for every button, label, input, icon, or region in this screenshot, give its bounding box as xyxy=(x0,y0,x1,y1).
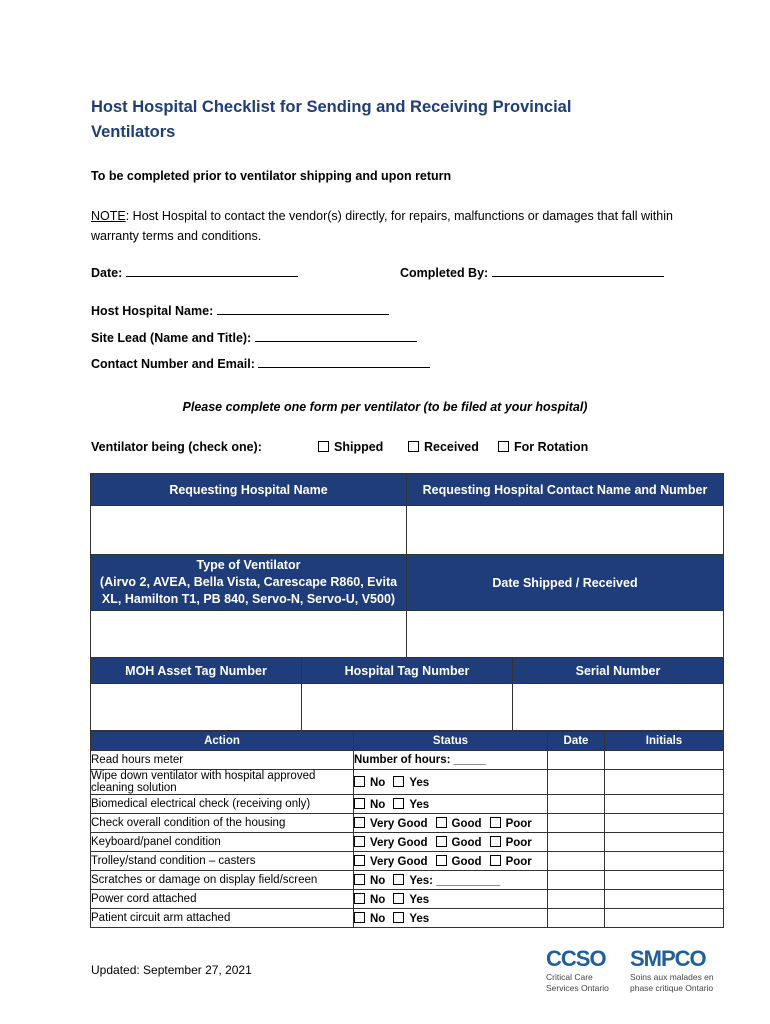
host-hospital-label: Host Hospital Name: xyxy=(91,304,214,318)
action-cell: Biomedical electrical check (receiving only) xyxy=(91,795,354,814)
checkbox-icon[interactable] xyxy=(354,776,365,787)
checkbox-icon[interactable] xyxy=(354,912,365,923)
table-row xyxy=(91,751,724,770)
initials-cell[interactable] xyxy=(605,890,724,909)
site-lead-field[interactable] xyxy=(91,329,417,345)
moh-tag-cell[interactable] xyxy=(91,684,302,731)
shipped-checkbox[interactable]: Shipped xyxy=(318,440,383,454)
action-cell: Trolley/stand condition – casters xyxy=(91,852,354,871)
date-cell[interactable] xyxy=(548,833,605,852)
status-option[interactable] xyxy=(354,837,428,849)
status-option[interactable] xyxy=(354,894,385,906)
received-checkbox[interactable]: Received xyxy=(408,440,479,454)
date-cell[interactable] xyxy=(548,751,605,770)
checkbox-icon[interactable] xyxy=(393,776,404,787)
checkbox-icon[interactable] xyxy=(393,893,404,904)
status-cell[interactable] xyxy=(354,814,548,833)
date-shipped-cell[interactable] xyxy=(407,611,724,658)
completed-by-line[interactable] xyxy=(492,264,664,277)
option-label: Good xyxy=(451,817,482,830)
checkbox-icon[interactable] xyxy=(354,817,365,828)
date-cell[interactable] xyxy=(548,890,605,909)
option-label: Yes xyxy=(409,893,430,906)
table-row xyxy=(91,833,724,852)
tag-table xyxy=(90,657,724,731)
action-table xyxy=(90,731,724,928)
initials-cell[interactable] xyxy=(605,770,724,795)
date-header: Date xyxy=(548,732,605,751)
initials-cell[interactable] xyxy=(605,909,724,928)
checkbox-icon[interactable] xyxy=(393,912,404,923)
completed-by-field[interactable] xyxy=(400,264,664,280)
action-cell: Wipe down ventilator with hospital approved cleaning solution xyxy=(91,770,354,795)
type-header: Type of Ventilator (Airvo 2, AVEA, Bella Vista, Carescape R860, Evita XL, Hamilton T1, PB 840, Servo-N, Servo-U, V500) xyxy=(91,555,407,611)
option-label: Poor xyxy=(505,836,532,849)
checkbox-icon[interactable] xyxy=(354,874,365,885)
note-text: : Host Hospital to contact the vendor(s) directly, for repairs, malfunctions or damages that fall within warranty terms and conditions. xyxy=(91,209,673,243)
action-cell: Patient circuit arm attached xyxy=(91,909,354,928)
instruction: Please complete one form per ventilator (to be filed at your hospital) xyxy=(182,400,588,414)
action-cell: Scratches or damage on display field/screen xyxy=(91,871,354,890)
status-option[interactable] xyxy=(393,875,500,887)
option-label: Very Good xyxy=(370,817,428,830)
status-option[interactable] xyxy=(436,856,482,868)
subtitle: To be completed prior to ventilator shipping and upon return xyxy=(91,169,452,183)
initials-cell[interactable] xyxy=(605,751,724,770)
checkbox-icon[interactable] xyxy=(436,836,447,847)
date-field[interactable] xyxy=(91,264,298,280)
requesting-hospital-header: Requesting Hospital Name xyxy=(91,474,407,506)
date-cell[interactable] xyxy=(548,814,605,833)
status-option[interactable] xyxy=(490,856,532,868)
ccso-logo-text: CCSO xyxy=(546,946,606,971)
hospital-tag-cell[interactable] xyxy=(302,684,513,731)
status-cell[interactable] xyxy=(354,852,548,871)
checkbox-icon[interactable] xyxy=(318,441,329,452)
table-row xyxy=(91,852,724,871)
status-option[interactable] xyxy=(393,777,429,789)
host-hospital-line[interactable] xyxy=(217,302,389,315)
status-option[interactable] xyxy=(354,856,428,868)
checkbox-icon[interactable] xyxy=(498,441,509,452)
table-row xyxy=(91,770,724,795)
checkbox-icon[interactable] xyxy=(490,817,501,828)
table-row xyxy=(91,871,724,890)
smpco-logo xyxy=(630,946,714,994)
action-cell: Keyboard/panel condition xyxy=(91,833,354,852)
checkbox-icon[interactable] xyxy=(354,855,365,866)
status-cell[interactable] xyxy=(354,871,548,890)
action-cell: Read hours meter xyxy=(91,751,354,770)
rotation-checkbox[interactable]: For Rotation xyxy=(498,440,588,454)
checkbox-icon[interactable] xyxy=(490,855,501,866)
date-cell[interactable] xyxy=(548,871,605,890)
status-option[interactable] xyxy=(393,799,429,811)
note xyxy=(91,206,691,246)
smpco-logo-text: SMPCO xyxy=(630,946,706,971)
footer-updated: Updated: September 27, 2021 xyxy=(91,963,252,977)
option-label: Yes: __________ xyxy=(409,874,501,887)
option-label: No xyxy=(370,776,386,789)
completed-by-label: Completed By: xyxy=(400,266,489,280)
contact-label: Contact Number and Email: xyxy=(91,357,255,371)
status-option[interactable] xyxy=(354,799,385,811)
page-title: Host Hospital Checklist for Sending and Receiving Provincial Ventilators xyxy=(91,98,572,141)
checkbox-icon[interactable] xyxy=(354,893,365,904)
action-cell: Power cord attached xyxy=(91,890,354,909)
smpco-logo-sub2: phase critique Ontario xyxy=(630,983,714,993)
table-row xyxy=(91,909,724,928)
option-label: No xyxy=(370,798,386,811)
site-lead-label: Site Lead (Name and Title): xyxy=(91,331,252,345)
initials-cell[interactable] xyxy=(605,814,724,833)
status-option[interactable] xyxy=(490,837,532,849)
option-label: Poor xyxy=(505,855,532,868)
date-line[interactable] xyxy=(126,264,298,277)
checkbox-icon[interactable] xyxy=(436,817,447,828)
vent-info-table xyxy=(90,473,724,658)
date-cell[interactable] xyxy=(548,795,605,814)
date-cell[interactable] xyxy=(548,852,605,871)
note-label: NOTE xyxy=(91,209,126,223)
table-row xyxy=(91,890,724,909)
status-option[interactable] xyxy=(490,818,532,830)
option-label: No xyxy=(370,912,386,925)
option-label: Very Good xyxy=(370,836,428,849)
checkbox-icon[interactable] xyxy=(490,836,501,847)
option-label: Good xyxy=(451,836,482,849)
status-option[interactable] xyxy=(354,875,385,887)
status-cell[interactable] xyxy=(354,751,548,770)
option-label: Very Good xyxy=(370,855,428,868)
option-label: Good xyxy=(451,855,482,868)
checkbox-icon[interactable] xyxy=(393,874,404,885)
action-cell: Check overall condition of the housing xyxy=(91,814,354,833)
initials-cell[interactable] xyxy=(605,795,724,814)
option-label: Yes xyxy=(409,776,430,789)
status-option[interactable] xyxy=(354,777,385,789)
status-option[interactable] xyxy=(436,837,482,849)
checkbox-icon[interactable] xyxy=(354,836,365,847)
status-option[interactable] xyxy=(393,913,429,925)
status-option[interactable] xyxy=(436,818,482,830)
date-cell[interactable] xyxy=(548,770,605,795)
status-cell[interactable] xyxy=(354,833,548,852)
status-header: Status xyxy=(354,732,548,751)
table-row xyxy=(91,795,724,814)
ccso-logo-sub1: Critical Care xyxy=(546,972,593,982)
initials-cell[interactable] xyxy=(605,871,724,890)
status-cell[interactable] xyxy=(354,890,548,909)
contact-line[interactable] xyxy=(258,355,430,368)
checkbox-icon[interactable] xyxy=(436,855,447,866)
option-label: Poor xyxy=(505,817,532,830)
site-lead-line[interactable] xyxy=(255,329,417,342)
serial-cell[interactable] xyxy=(513,684,724,731)
option-label: No xyxy=(370,893,386,906)
smpco-logo-sub1: Soins aux malades en xyxy=(630,972,714,982)
status-option[interactable] xyxy=(393,894,429,906)
ccso-logo-sub2: Services Ontario xyxy=(546,983,609,993)
contact-field[interactable] xyxy=(91,355,430,371)
initials-cell[interactable] xyxy=(605,833,724,852)
status-cell[interactable] xyxy=(354,909,548,928)
date-label: Date: xyxy=(91,266,123,280)
initials-header: Initials xyxy=(605,732,724,751)
status-text: Number of hours: _____ xyxy=(354,754,486,766)
checkbox-icon[interactable] xyxy=(354,798,365,809)
type-cell[interactable] xyxy=(91,611,407,658)
status-option[interactable] xyxy=(354,818,428,830)
checkbox-icon[interactable] xyxy=(393,798,404,809)
option-label: Yes xyxy=(409,912,430,925)
status-cell[interactable] xyxy=(354,770,548,795)
status-cell[interactable] xyxy=(354,795,548,814)
host-hospital-field[interactable] xyxy=(91,302,389,318)
date-cell[interactable] xyxy=(548,909,605,928)
requesting-contact-header: Requesting Hospital Contact Name and Number xyxy=(407,474,724,506)
status-option[interactable] xyxy=(354,913,385,925)
checkbox-icon[interactable] xyxy=(408,441,419,452)
hospital-tag-header: Hospital Tag Number xyxy=(302,658,513,684)
table-row xyxy=(91,814,724,833)
option-label: Yes xyxy=(409,798,430,811)
date-shipped-header: Date Shipped / Received xyxy=(407,555,724,611)
action-header: Action xyxy=(91,732,354,751)
initials-cell[interactable] xyxy=(605,852,724,871)
requesting-hospital-cell[interactable] xyxy=(91,506,407,555)
ccso-logo xyxy=(546,946,609,994)
ventilator-being-label: Ventilator being (check one): xyxy=(91,440,262,454)
option-label: No xyxy=(370,874,386,887)
serial-header: Serial Number xyxy=(513,658,724,684)
moh-tag-header: MOH Asset Tag Number xyxy=(91,658,302,684)
requesting-contact-cell[interactable] xyxy=(407,506,724,555)
